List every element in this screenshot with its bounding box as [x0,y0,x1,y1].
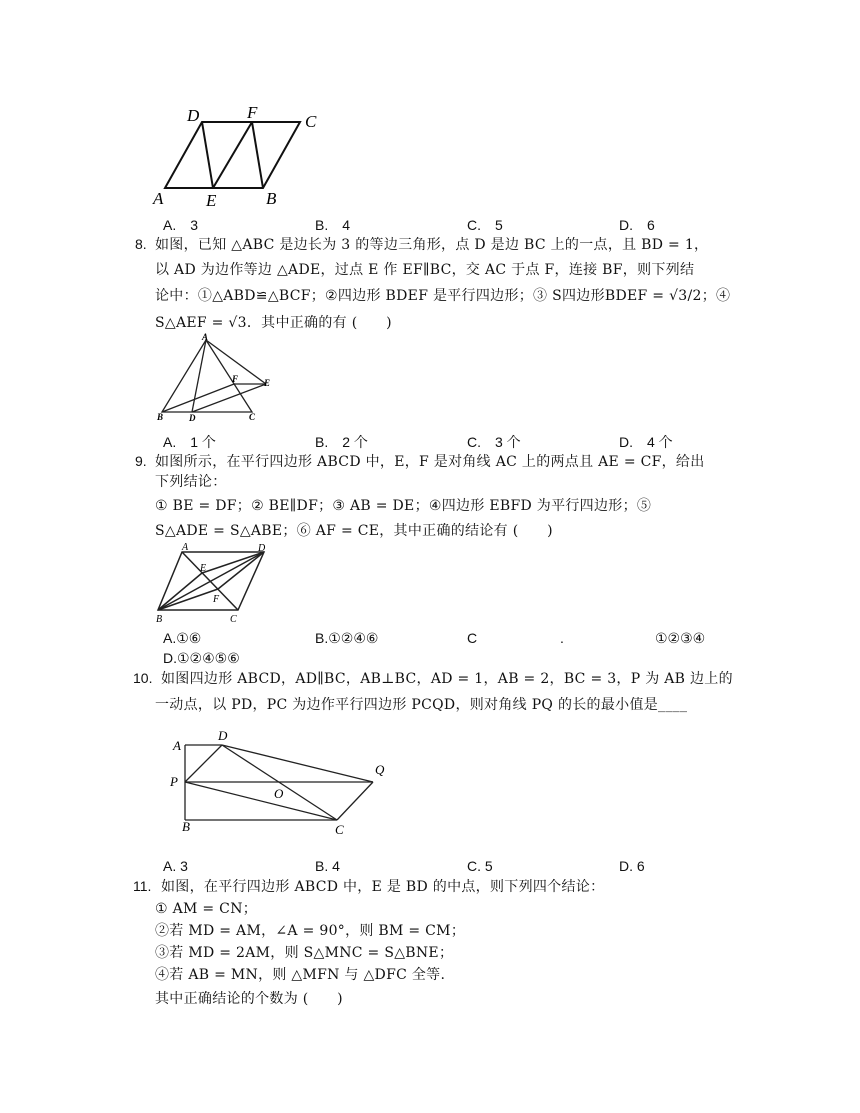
fig7-label-c: C [305,112,317,131]
fig8-label-d: D [189,413,196,423]
q11-line-1: 如图，在平行四边形 ABCD 中，E 是 BD 的中点，则下列四个结论： [161,879,605,895]
fig7-label-d: D [187,106,200,125]
q11-line-3: ②若 MD = AM，∠A = 90°，则 BM = CM； [155,923,466,939]
q11-line-6: 其中正确结论的个数为 ( ) [155,991,343,1007]
q8-option-d: D. 4 个 [619,434,673,450]
fig8-label-e: E [264,378,271,388]
fig7-label-e: E [206,191,217,210]
q9-option-d: D.①②④⑤⑥ [163,650,240,666]
q9-line-1: 如图所示，在平行四边形 ABCD 中，E，F 是对角线 AC 上的两点且 AE = CF，给出 [155,454,705,470]
q11-number: 11. [133,878,152,894]
q9-option-c: C [467,630,478,646]
q10-line-2: 一动点，以 PD，PC 为边作平行四边形 PCQD，则对角线 PQ 的长的最小值是____ [155,697,688,713]
fig7-label-f: F [247,103,258,122]
fig8-label-f: F [232,374,239,384]
fig10-label-o: O [274,786,284,801]
fig10-label-p: P [170,774,178,789]
fig8-label-b: B [157,412,164,422]
q8-line-4: S△AEF = √3．其中正确的有 ( ) [155,315,392,331]
q10-option-d: D. 6 [619,858,645,874]
fig9-label-e: E [200,563,207,574]
fig10-label-c: C [335,822,344,837]
q10-option-b: B. 4 [315,858,340,874]
q10-figure [165,725,395,840]
fig7-label-b: B [266,189,277,208]
q9-option-c-dot: . [560,630,564,646]
fig9-label-f: F [213,594,220,605]
q10-option-c: C. 5 [467,858,493,874]
q9-figure [152,540,282,625]
q9-line-3: ① BE = DF；② BE∥DF；③ AB = DE；④四边形 EBFD 为平行四边形；⑤ [155,498,652,514]
q8-option-b: B. 2 个 [315,434,368,450]
q7-option-d: D. 6 [619,217,655,233]
q7-figure [150,100,330,210]
fig10-label-q: Q [375,762,385,777]
q8-line-3: 论中：①△ABD≌△BCF；②四边形 BDEF 是平行四边形；③ S四边形BDEF = √3/2；④ [155,288,731,304]
q9-line-4: S△ADE = S△ABE；⑥ AF = CE，其中正确的结论有 ( ) [155,523,553,539]
fig9-label-a: A [182,542,189,553]
q11-line-5: ④若 AB = MN，则 △MFN 与 △DFC 全等. [155,967,446,983]
fig10-label-d: D [218,728,228,743]
q9-number: 9. [135,453,147,469]
q10-option-a: A. 3 [163,858,188,874]
q9-option-c-value: ①②③④ [655,630,706,646]
q8-line-2: 以 AD 为边作等边 △ADE，过点 E 作 EF∥BC，交 AC 于点 F，连接 BF，则下列结 [155,262,695,278]
q9-option-b: B.①②④⑥ [315,630,379,646]
q8-option-a: A. 1 个 [163,434,216,450]
q8-line-1: 如图，已知 △ABC 是边长为 3 的等边三角形，点 D 是边 BC 上的一点，且 BD = 1， [155,237,709,253]
q11-line-4: ③若 MD = 2AM，则 S△MNC = S△BNE； [155,945,454,961]
fig10-label-a: A [173,738,181,753]
q7-option-c: C. 5 [467,217,503,233]
q7-option-a: A. 3 [163,217,199,233]
q7-option-b: B. 4 [315,217,351,233]
q9-option-a: A.①⑥ [163,630,202,646]
q8-option-c: C. 3 个 [467,434,521,450]
fig8-label-c: C [249,412,256,422]
q10-number: 10. [133,670,153,686]
fig9-label-d: D [258,543,266,554]
fig9-label-b: B [156,614,163,625]
q11-line-2: ① AM = CN； [155,901,258,917]
q8-number: 8. [135,236,147,252]
q8-figure [152,330,282,425]
q10-line-1: 如图四边形 ABCD，AD∥BC，AB⊥BC，AD = 1，AB = 2，BC = 3，P 为 AB 边上的 [161,671,733,687]
q9-line-2: 下列结论： [155,474,227,490]
fig9-label-c: C [230,614,237,625]
fig10-label-b: B [182,819,190,834]
fig8-label-a: A [202,332,209,342]
fig7-label-a: A [153,189,164,208]
